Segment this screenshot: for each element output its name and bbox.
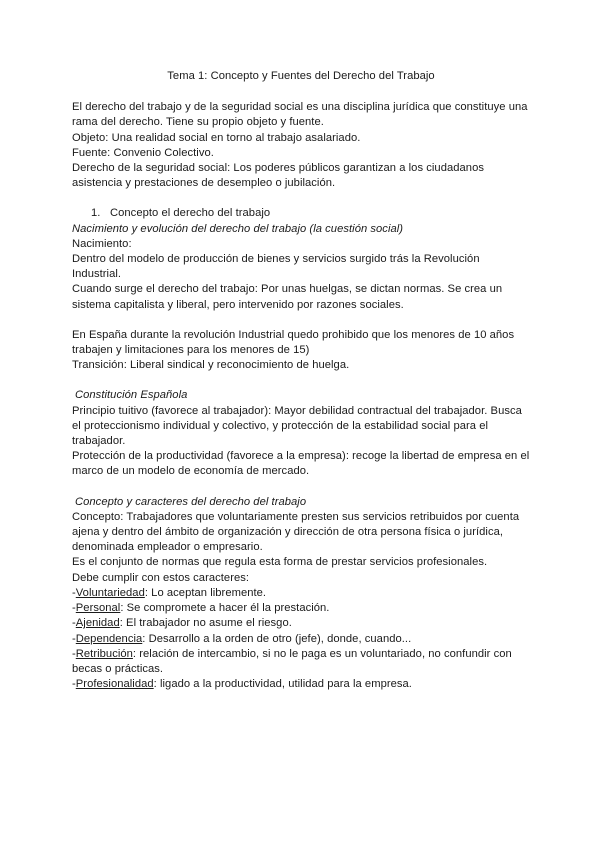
- term-voluntariedad: Voluntariedad: [75, 586, 145, 599]
- section-1-subheading: Nacimiento y evolución del derecho del trabajo (la cuestión social): [72, 222, 404, 235]
- spacer: [72, 191, 530, 206]
- term-description: : El trabajador no asume el riesgo.: [119, 617, 292, 630]
- list-item: [72, 677, 530, 692]
- list-dash: -: [72, 617, 76, 630]
- spacer: [72, 313, 530, 328]
- constitucion-section: [72, 388, 530, 479]
- surgimiento-text: Cuando surge el derecho del trabajo: Por unas huelgas, se dictan normas. Se crea un sistema capitalista y liberal, pero intervenido por razones sociales.: [72, 283, 503, 311]
- spain-section: [72, 328, 530, 374]
- conjunto-normas: Es el conjunto de normas que regula esta forma de prestar servicios profesionales.: [72, 556, 488, 569]
- list-dash: -: [72, 647, 76, 660]
- intro-paragraph: El derecho del trabajo y de la seguridad social es una disciplina jurídica que constituye una rama del derecho. Tiene su propio objeto y fuente.: [72, 101, 528, 129]
- caracteres-section: [72, 495, 530, 693]
- section-1-number: 1.: [91, 207, 101, 220]
- transicion-paragraph: Transición: Liberal sindical y reconocimiento de huelga.: [72, 359, 350, 372]
- list-item: [72, 632, 530, 647]
- nacimiento-text: Dentro del modelo de producción de bienes y servicios surgido trás la Revolución Industrial.: [72, 253, 480, 281]
- term-dependencia: Dependencia: [75, 632, 143, 645]
- term-retribucion: Retribución: [75, 647, 133, 660]
- intro-fuente: Fuente: Convenio Colectivo.: [72, 146, 214, 159]
- intro-seguridad-social: Derecho de la seguridad social: Los poderes públicos garantizan a los ciudadanos asistencia y prestaciones de desempleo o jubilación.: [72, 162, 484, 190]
- term-description: : ligado a la productividad, utilidad para la empresa.: [153, 678, 412, 691]
- concepto-paragraph: Concepto: Trabajadores que voluntariamente presten sus servicios retribuidos por cuenta ajena y dentro del ámbito de organización y dirección de otra persona física o jurídica, denominada empleador o empresario.: [72, 510, 520, 554]
- nacimiento-label: Nacimiento:: [72, 237, 132, 250]
- spain-paragraph: En España durante la revolución Industrial quedo prohibido que los menores de 10 años trabajen y limitaciones para los menores de 15): [72, 328, 515, 357]
- list-dash: -: [72, 586, 76, 599]
- section-1: [72, 206, 530, 312]
- intro-section: [72, 100, 530, 191]
- term-ajenidad: Ajenidad: [75, 617, 120, 630]
- constitucion-heading: Constitución Española: [75, 389, 188, 402]
- list-dash: -: [72, 678, 76, 691]
- caracteres-heading: Concepto y caracteres del derecho del trabajo: [75, 495, 307, 508]
- term-personal: Personal: [75, 602, 121, 615]
- spacer: [72, 480, 530, 495]
- term-description: : Desarrollo a la orden de otro (jefe), donde, cuando...: [142, 632, 412, 645]
- intro-objeto: Objeto: Una realidad social en torno al trabajo asalariado.: [72, 131, 361, 144]
- caracteres-intro: Debe cumplir con estos caracteres:: [72, 571, 250, 584]
- list-item: [72, 586, 530, 601]
- term-description: : relación de intercambio, si no le paga es un voluntariado, no confundir con becas o prácticas.: [72, 647, 512, 675]
- list-dash: -: [72, 632, 76, 645]
- list-item: [72, 616, 530, 631]
- term-description: : Se compromete a hacer él la prestación.: [120, 602, 330, 615]
- term-profesionalidad: Profesionalidad: [75, 678, 154, 691]
- spacer: [72, 373, 530, 388]
- list-dash: -: [72, 602, 76, 615]
- principio-tuitivo: Principio tuitivo (favorece al trabajador): Mayor debilidad contractual del trabajador. Busca el proteccionismo individual y colectivo, y protección de la estabilidad social para el trabajador.: [72, 404, 522, 448]
- page-title: Tema 1: Concepto y Fuentes del Derecho del Trabajo: [167, 70, 435, 82]
- proteccion-productividad: Protección de la productividad (favorece a la empresa): recoge la libertad de empresa en el marco de un modelo de economía de mercado.: [72, 450, 530, 478]
- list-item: [72, 647, 530, 677]
- term-description: : Lo aceptan libremente.: [144, 586, 267, 599]
- list-item: [72, 601, 530, 616]
- section-1-title: Concepto el derecho del trabajo: [110, 207, 271, 220]
- section-1-heading: [72, 206, 530, 221]
